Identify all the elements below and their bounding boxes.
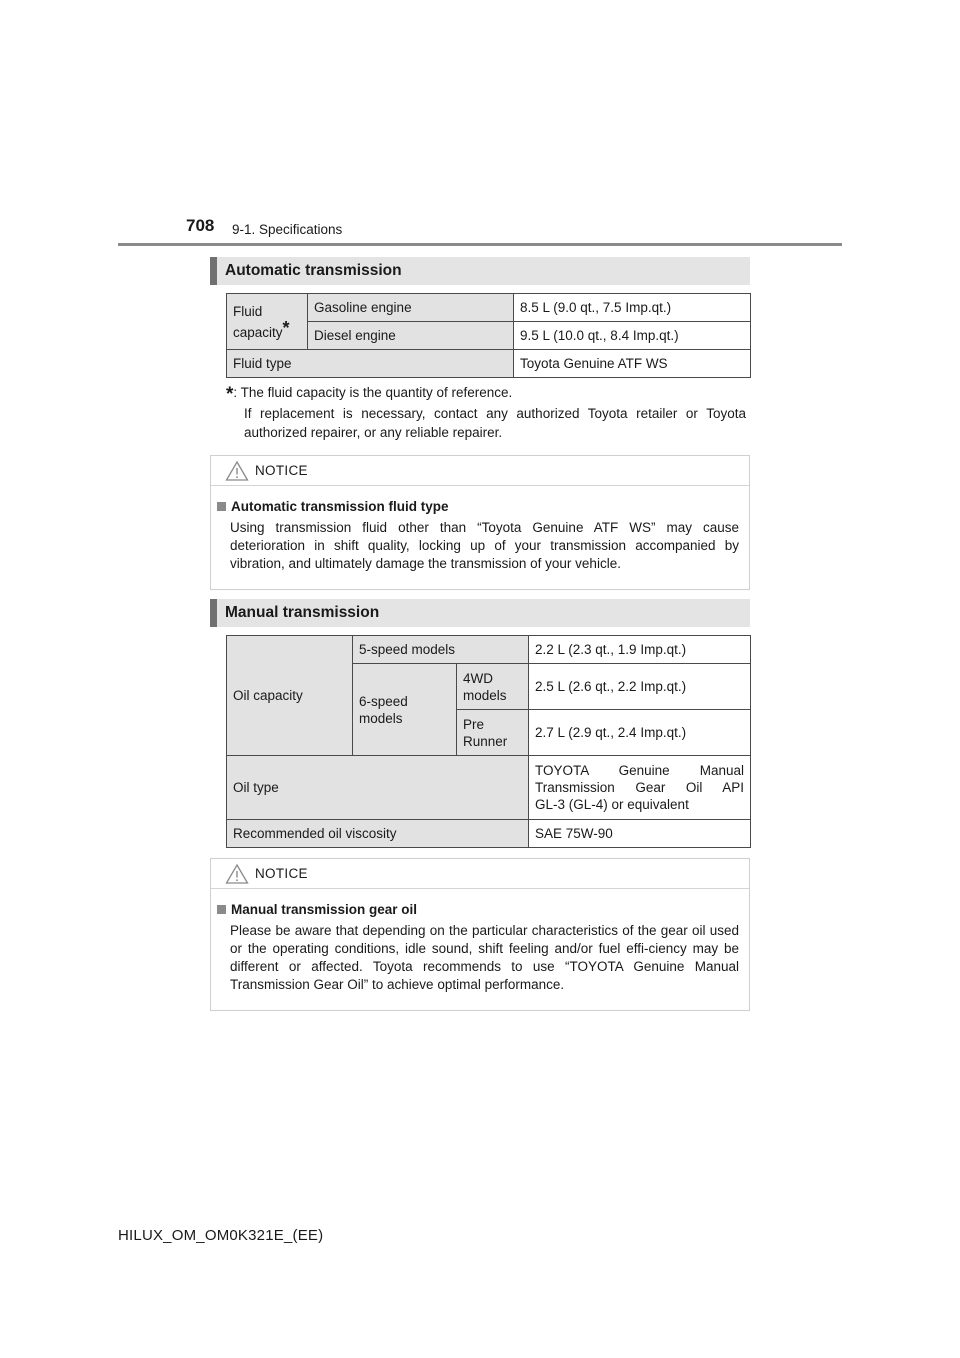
table-row <box>227 350 751 378</box>
table-row <box>227 294 751 322</box>
footnote-star: * <box>226 384 234 405</box>
notice-subheading-text: Automatic transmission fluid type <box>231 499 449 514</box>
manual-transmission-table <box>226 635 751 848</box>
page-number: 708 <box>186 216 215 235</box>
prerunner-label: Pre Runner <box>457 710 529 756</box>
fluid-type-value: Toyota Genuine ATF WS <box>514 350 751 378</box>
notice-subheading <box>217 901 739 919</box>
notice-box-atf <box>210 455 750 590</box>
notice-label: NOTICE <box>255 463 308 478</box>
diesel-engine-value: 9.5 L (10.0 qt., 8.4 Imp.qt.) <box>514 322 751 350</box>
viscosity-value: SAE 75W-90 <box>529 820 751 848</box>
warning-triangle-icon <box>225 460 249 482</box>
oil-type-label: Oil type <box>227 756 529 820</box>
manual-transmission-heading <box>210 599 750 627</box>
notice-subheading <box>217 498 739 516</box>
table-row <box>227 820 751 848</box>
notice-header <box>211 859 749 889</box>
viscosity-label: Recommended oil viscosity <box>227 820 529 848</box>
notice-text: Please be aware that depending on the particular characteristics of the gear oil used or the operating conditions, idle sound, shift feeling and/or fuel effi-ciency may be different or affected. Toyota recommends to use “TOYOTA Genuine Manual Transmission Gear Oil” to achieve optimal performance. <box>230 923 739 992</box>
warning-triangle-icon <box>225 863 249 885</box>
square-bullet-icon <box>217 502 226 511</box>
oil-type-line: TOYOTA Genuine Manual <box>535 763 744 778</box>
five-speed-label: 5-speed models <box>353 636 529 664</box>
notice-box-gear-oil <box>210 858 750 1011</box>
manual-code-footer: HILUX_OM_OM0K321E_(EE) <box>118 1227 324 1244</box>
square-bullet-icon <box>217 905 226 914</box>
notice-body <box>211 889 749 1008</box>
footnote-first-line: : The fluid capacity is the quantity of reference. <box>233 385 513 400</box>
notice-label: NOTICE <box>255 866 308 881</box>
fluid-capacity-footnote <box>226 383 746 442</box>
section-title: 9-1. Specifications <box>232 222 343 237</box>
notice-body <box>211 486 749 587</box>
oil-type-line: Transmission Gear Oil API <box>535 780 744 795</box>
automatic-transmission-heading <box>210 257 750 285</box>
notice-text: Using transmission fluid other than “Toyota Genuine ATF WS” may cause deterioration in shift quality, locking up of your transmission accompanied by vibration, and ultimately damage the transmission of your vehicle. <box>230 520 739 571</box>
fluid-capacity-label-cell <box>227 294 308 350</box>
table-row <box>227 636 751 664</box>
fluid-type-label: Fluid type <box>227 350 514 378</box>
footnote-body: If replacement is necessary, contact any authorized Toyota retailer or Toyota authorized repairer, or any reliable repairer. <box>244 406 746 440</box>
fourwd-value: 2.5 L (2.6 qt., 2.2 Imp.qt.) <box>529 664 751 710</box>
notice-header <box>211 456 749 486</box>
six-speed-label: 6-speed models <box>353 664 457 756</box>
oil-type-value <box>529 756 751 820</box>
oil-capacity-label: Oil capacity <box>227 636 353 756</box>
table-row <box>227 756 751 820</box>
prerunner-value: 2.7 L (2.9 qt., 2.4 Imp.qt.) <box>529 710 751 756</box>
diesel-engine-label: Diesel engine <box>308 322 514 350</box>
gasoline-engine-label: Gasoline engine <box>308 294 514 322</box>
fourwd-label: 4WD models <box>457 664 529 710</box>
fluid-capacity-label: Fluid capacity <box>233 303 283 340</box>
header-rule <box>118 243 842 246</box>
gasoline-engine-value: 8.5 L (9.0 qt., 7.5 Imp.qt.) <box>514 294 751 322</box>
oil-type-line: GL-3 (GL-4) or equivalent <box>535 797 689 812</box>
notice-subheading-text: Manual transmission gear oil <box>231 902 418 917</box>
footnote-marker: * <box>282 317 290 338</box>
automatic-transmission-heading-text: Automatic transmission <box>225 262 402 279</box>
automatic-transmission-table <box>226 293 751 378</box>
manual-transmission-heading-text: Manual transmission <box>225 604 380 621</box>
five-speed-value: 2.2 L (2.3 qt., 1.9 Imp.qt.) <box>529 636 751 664</box>
